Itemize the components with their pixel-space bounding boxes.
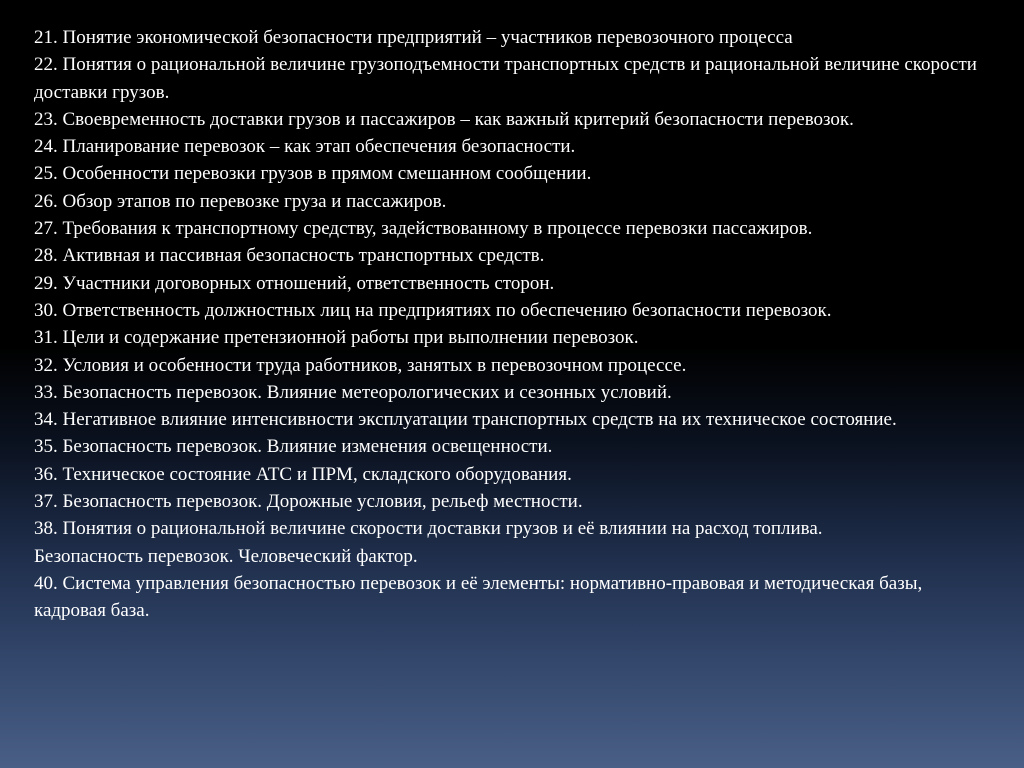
list-item: 24. Планирование перевозок – как этап обеспечения безопасности. bbox=[34, 136, 576, 158]
list-item: 40. Система управления безопасностью перевозок и её элементы: нормативно-правовая и методическая базы, кадровая база. bbox=[34, 572, 923, 622]
list-item: 36. Техническое состояние АТС и ПРМ, складского оборудования. bbox=[34, 463, 572, 485]
list-item: 29. Участники договорных отношений, ответственность сторон. bbox=[34, 272, 555, 294]
list-item: 31. Цели и содержание претензионной работы при выполнении перевозок. bbox=[34, 327, 639, 349]
list-item: 27. Требования к транспортному средству, задействованному в процессе перевозки пассажиров. bbox=[34, 218, 813, 240]
list-item: 22. Понятия о рациональной величине грузоподъемности транспортных средств и рациональной величине скорости доставки грузов. bbox=[34, 54, 977, 103]
list-item: 25. Особенности перевозки грузов в прямом смешанном сообщении. bbox=[34, 163, 592, 185]
list-item: 28. Активная и пассивная безопасность транспортных средств. bbox=[34, 245, 545, 267]
list-item: 35. Безопасность перевозок. Влияние изменения освещенности. bbox=[34, 436, 553, 458]
list-item: 37. Безопасность перевозок. Дорожные условия, рельеф местности. bbox=[34, 491, 583, 513]
list-item: 34. Негативное влияние интенсивности эксплуатации транспортных средств на их техническое состояние. bbox=[34, 409, 897, 431]
list-item: 23. Своевременность доставки грузов и пассажиров – как важный критерий безопасности перевозок. bbox=[34, 108, 854, 130]
list-item: 26. Обзор этапов по перевозке груза и пассажиров. bbox=[34, 190, 447, 212]
list-item: 21. Понятие экономической безопасности предприятий – участников перевозочного процесса bbox=[34, 27, 793, 48]
list-item: Безопасность перевозок. Человеческий фактор. bbox=[34, 545, 418, 567]
list-item: 33. Безопасность перевозок. Влияние метеорологических и сезонных условий. bbox=[34, 381, 672, 403]
list-item: 30. Ответственность должностных лиц на предприятиях по обеспечению безопасности перевозок. bbox=[34, 299, 832, 321]
list-item: 38. Понятия о рациональной величине скорости доставки грузов и её влиянии на расход топлива. bbox=[34, 518, 823, 540]
question-list bbox=[34, 24, 994, 625]
list-item: 32. Условия и особенности труда работников, занятых в перевозочном процессе. bbox=[34, 354, 687, 376]
